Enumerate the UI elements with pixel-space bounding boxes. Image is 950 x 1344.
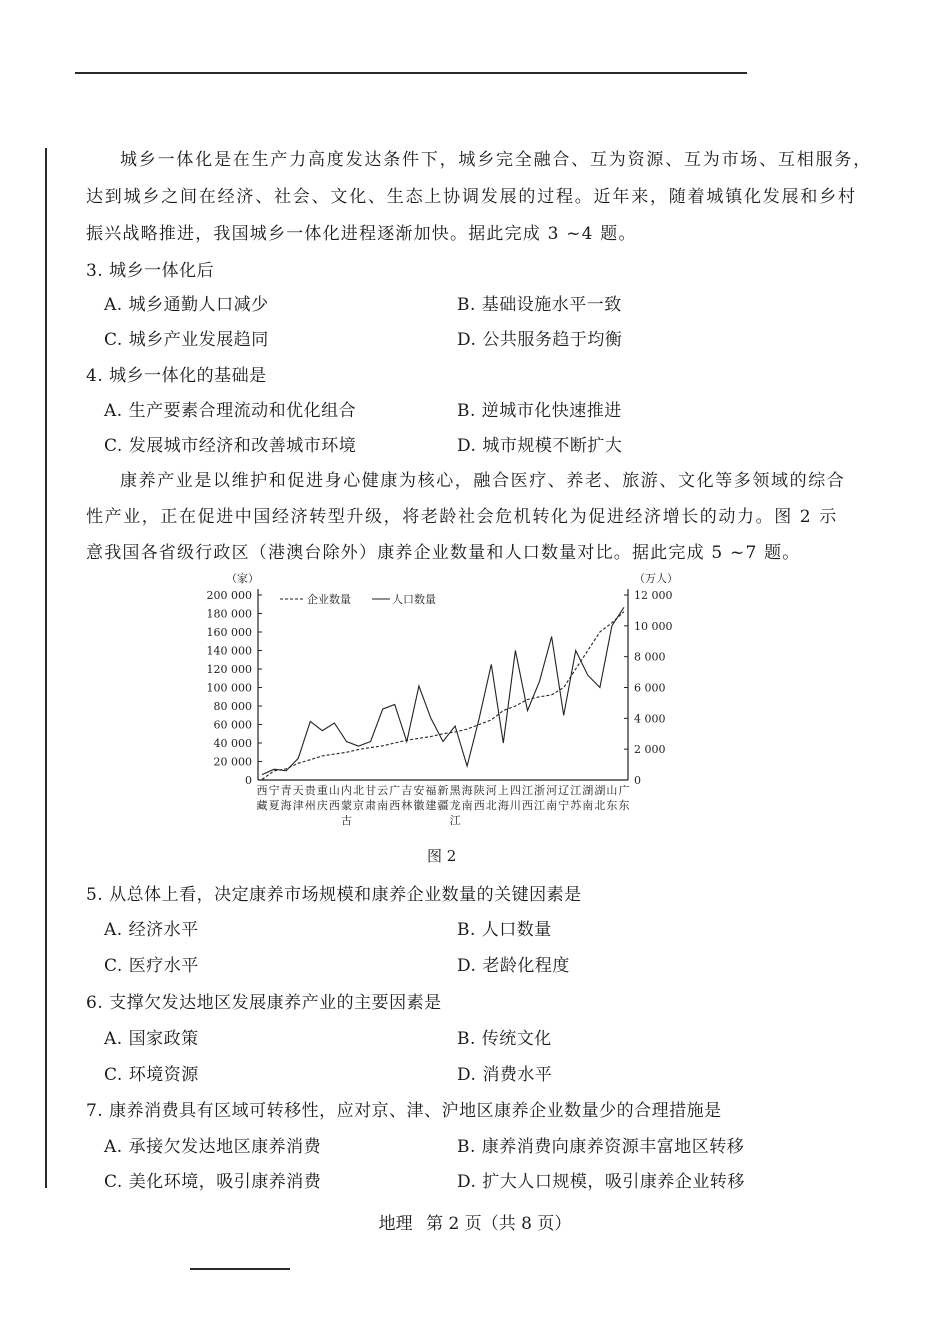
right-axis-unit: （万人） [634, 572, 678, 585]
x-tick-label: 青 [280, 784, 292, 797]
question-3-option-b[interactable]: B. 基础设施水平一致 [457, 295, 622, 315]
x-tick-label: 吉 [401, 784, 413, 797]
question-5-option-c[interactable]: C. 医疗水平 [104, 956, 199, 976]
enterprise-count-line [262, 612, 624, 780]
x-tick-label: 西 [256, 784, 268, 797]
x-tick-label: 林 [401, 799, 413, 812]
left-tick-label: 80 000 [213, 700, 252, 713]
question-6-option-b[interactable]: B. 传统文化 [457, 1029, 552, 1049]
right-tick-label: 2 000 [634, 743, 666, 757]
x-tick-label: 津 [292, 799, 304, 812]
x-tick-label: 徽 [413, 799, 425, 812]
x-tick-label: 安 [413, 784, 425, 797]
passage-2-line-3: 意我国各省级行政区（港澳台除外）康养企业数量和人口数量对比。据此完成 5 ~7 题。 [86, 543, 801, 563]
x-tick-label: 江 [449, 814, 461, 827]
x-tick-label: 州 [304, 799, 316, 812]
question-5-option-b[interactable]: B. 人口数量 [457, 920, 552, 940]
right-tick-label: 0 [634, 774, 641, 787]
x-tick-label: 上 [497, 784, 509, 797]
x-tick-label: 东 [606, 799, 618, 812]
x-tick-label: 黑 [449, 784, 461, 797]
x-tick-label: 四 [509, 784, 521, 797]
x-tick-label: 南 [546, 799, 558, 812]
x-tick-label: 贵 [304, 784, 316, 797]
x-tick-label: 江 [521, 784, 533, 797]
x-tick-label: 东 [618, 799, 630, 812]
question-3-option-d[interactable]: D. 公共服务趋于均衡 [457, 330, 623, 350]
x-tick-label: 福 [425, 784, 437, 797]
question-5-option-d[interactable]: D. 老龄化程度 [457, 956, 570, 976]
question-4-option-a[interactable]: A. 生产要素合理流动和优化组合 [104, 401, 357, 421]
right-tick-label: 12 000 [634, 589, 673, 602]
x-tick-label: 南 [582, 799, 594, 812]
question-4-option-d[interactable]: D. 城市规模不断扩大 [457, 436, 623, 456]
question-4-option-c[interactable]: C. 发展城市经济和改善城市环境 [104, 436, 357, 456]
left-tick-label: 0 [245, 774, 252, 787]
x-tick-label: 藏 [256, 799, 268, 812]
x-tick-label: 西 [521, 799, 533, 812]
left-tick-label: 140 000 [206, 644, 252, 658]
question-3-stem: 3. 城乡一体化后 [86, 261, 215, 281]
question-7-option-d[interactable]: D. 扩大人口规模，吸引康养企业转移 [457, 1172, 745, 1192]
figure-caption: 图 2 [427, 847, 457, 865]
x-tick-label: 北 [485, 799, 497, 812]
x-tick-label: 北 [594, 799, 606, 812]
left-tick-label: 120 000 [206, 663, 252, 676]
question-4-option-b[interactable]: B. 逆城市化快速推进 [457, 401, 622, 421]
question-6-stem: 6. 支撑欠发达地区发展康养产业的主要因素是 [86, 993, 442, 1013]
left-axis-unit: （家） [226, 572, 259, 585]
x-tick-label: 新 [437, 784, 449, 797]
x-tick-label: 西 [389, 799, 401, 812]
x-tick-label: 江 [570, 784, 582, 797]
left-tick-label: 60 000 [213, 718, 252, 732]
x-tick-label: 山 [328, 784, 340, 797]
x-tick-label: 西 [473, 799, 485, 812]
x-tick-label: 宁 [268, 784, 280, 797]
binding-margin-line [45, 148, 47, 1188]
figure-2-chart [180, 565, 680, 835]
legend-population-label: 人口数量 [392, 593, 436, 606]
bottom-rule [190, 1268, 290, 1270]
passage-1-line-3: 振兴战略推进，我国城乡一体化进程逐渐加快。据此完成 3 ~4 题。 [86, 224, 637, 244]
legend-enterprise-label: 企业数量 [307, 593, 351, 606]
x-tick-label: 夏 [268, 799, 280, 812]
left-tick-label: 200 000 [206, 589, 252, 602]
x-tick-label: 江 [534, 799, 546, 812]
x-tick-label: 辽 [558, 784, 570, 797]
x-tick-label: 海 [497, 799, 509, 812]
x-tick-label: 云 [377, 784, 389, 797]
x-tick-label: 河 [546, 784, 558, 797]
x-tick-label: 疆 [437, 799, 449, 812]
question-4-stem: 4. 城乡一体化的基础是 [86, 366, 267, 386]
right-tick-label: 6 000 [634, 681, 666, 695]
passage-2-line-2: 性产业，正在促进中国经济转型升级，将老龄社会危机转化为促进经济增长的动力。图 2 示 [86, 507, 838, 527]
x-tick-label: 庆 [316, 799, 328, 812]
x-tick-label: 蒙 [340, 799, 352, 812]
left-tick-label: 40 000 [213, 737, 252, 750]
x-tick-label: 海 [461, 784, 473, 797]
x-tick-label: 西 [328, 799, 340, 812]
x-tick-label: 内 [340, 784, 352, 797]
page-footer [0, 1209, 950, 1234]
x-tick-label: 陕 [473, 784, 485, 797]
x-tick-label: 甘 [365, 784, 377, 797]
x-tick-label: 湖 [594, 784, 606, 797]
x-tick-label: 肃 [365, 799, 377, 812]
x-tick-label: 南 [377, 799, 389, 812]
x-tick-label: 建 [425, 799, 437, 812]
x-tick-label: 宁 [558, 799, 570, 812]
x-tick-label: 古 [340, 814, 352, 827]
x-tick-label: 海 [280, 799, 292, 812]
left-tick-label: 160 000 [206, 626, 252, 639]
question-5-option-a[interactable]: A. 经济水平 [104, 920, 199, 940]
x-tick-label: 广 [618, 784, 630, 797]
x-tick-label: 北 [353, 784, 365, 797]
question-7-option-c[interactable]: C. 美化环境，吸引康养消费 [104, 1172, 322, 1192]
x-tick-label: 苏 [570, 799, 582, 812]
left-tick-label: 180 000 [206, 607, 252, 621]
x-tick-label: 重 [316, 784, 328, 797]
passage-1-line-2: 达到城乡之间在经济、社会、文化、生态上协调发展的过程。近年来，随着城镇化发展和乡村 [86, 187, 857, 207]
passage-2-line-1: 康养产业是以维护和促进身心健康为核心，融合医疗、养老、旅游、文化等多领域的综合 [120, 471, 846, 491]
x-tick-label: 湖 [582, 784, 594, 797]
question-3-option-a[interactable]: A. 城乡通勤人口减少 [104, 295, 269, 315]
right-tick-label: 10 000 [634, 619, 673, 633]
x-tick-label: 龙 [449, 799, 461, 812]
question-6-option-a[interactable]: A. 国家政策 [104, 1029, 199, 1049]
x-tick-label: 川 [509, 799, 521, 812]
footer-subject: 地理 [378, 1214, 413, 1234]
x-tick-label: 广 [389, 784, 401, 797]
question-7-option-b[interactable]: B. 康养消费向康养资源丰富地区转移 [457, 1137, 745, 1157]
passage-1-line-1: 城乡一体化是在生产力高度发达条件下，城乡完全融合、互为资源、互为市场、互相服务， [120, 150, 872, 170]
right-tick-label: 4 000 [634, 712, 666, 726]
x-tick-label: 南 [461, 799, 473, 812]
population-line [262, 607, 624, 774]
x-tick-label: 京 [353, 799, 365, 812]
footer-page-number: 第 2 页（共 8 页） [426, 1214, 572, 1234]
left-tick-label: 100 000 [206, 681, 252, 695]
question-7-option-a[interactable]: A. 承接欠发达地区康养消费 [104, 1137, 322, 1157]
right-tick-label: 8 000 [634, 650, 666, 664]
x-tick-label: 天 [292, 784, 304, 797]
question-5-stem: 5. 从总体上看，决定康养市场规模和康养企业数量的关键因素是 [86, 885, 582, 905]
x-tick-label: 河 [485, 784, 497, 797]
question-6-option-c[interactable]: C. 环境资源 [104, 1065, 199, 1085]
x-tick-label: 山 [606, 784, 618, 797]
question-7-stem: 7. 康养消费具有区域可转移性，应对京、津、沪地区康养企业数量少的合理措施是 [86, 1101, 722, 1121]
question-3-option-c[interactable]: C. 城乡产业发展趋同 [104, 330, 269, 350]
left-tick-label: 20 000 [213, 755, 252, 769]
question-6-option-d[interactable]: D. 消费水平 [457, 1065, 553, 1085]
x-tick-label: 浙 [534, 784, 546, 797]
top-rule [75, 72, 747, 74]
